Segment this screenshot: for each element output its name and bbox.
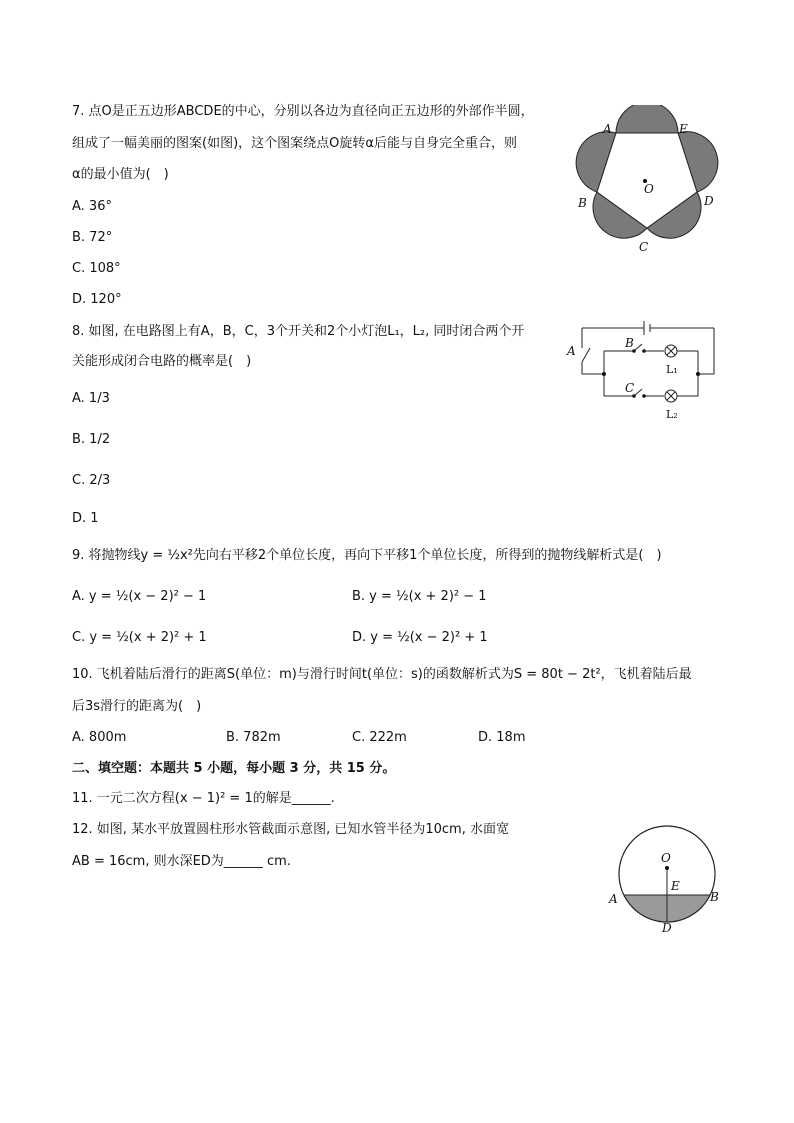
q9-line-1: 9. 将抛物线y = ½x²先向右平移2个单位长度，再向下平移1个单位长度，所得到的抛物线解析式是( ) — [72, 548, 662, 563]
q10-option-b: B. 782m — [226, 730, 281, 745]
label-point-d: D — [662, 921, 672, 934]
q11-line: 11. 一元二次方程(x − 1)² = 1的解是______. — [72, 791, 335, 806]
q10-line-1: 10. 飞机着陆后滑行的距离S(单位：m)与滑行时间t(单位：s)的函数解析式为S = 80t − 2t²，飞机着陆后最 — [72, 667, 692, 682]
label-b: B — [578, 196, 587, 210]
q7-line-2: 组成了一幅美丽的图案(如图)，这个图案绕点O旋转α后能与自身完全重合，则 — [72, 136, 517, 151]
q7-option-b: B. 72° — [72, 230, 113, 245]
label-point-a: A — [609, 892, 618, 906]
label-switch-a: A — [567, 344, 576, 358]
q7-line-1: 7. 点O是正五边形ABCDE的中心，分别以各边为直径向正五边形的外部作半圆， — [72, 104, 534, 119]
q8-option-a: A. 1/3 — [72, 391, 110, 406]
q12-line-1: 12. 如图, 某水平放置圆柱形水管截面示意图, 已知水管半径为10cm, 水面宽 — [72, 822, 509, 837]
q8-line-2: 关能形成闭合电路的概率是( ) — [72, 354, 252, 369]
label-switch-c: C — [625, 381, 635, 395]
q8-option-b: B. 1/2 — [72, 432, 111, 447]
q7-option-c: C. 108° — [72, 261, 121, 276]
label-c: C — [639, 240, 649, 254]
label-o: O — [644, 182, 654, 196]
q9-option-b: B. y = ½(x + 2)² − 1 — [352, 589, 487, 604]
q12-line-2: AB = 16cm, 则水深ED为______ cm. — [72, 854, 291, 869]
pentagon-figure — [565, 105, 735, 260]
q10-option-d: D. 18m — [478, 730, 526, 745]
q7-option-a: A. 36° — [72, 199, 112, 214]
label-a: A — [603, 122, 612, 136]
q8-option-d: D. 1 — [72, 511, 99, 526]
q9-option-c: C. y = ½(x + 2)² + 1 — [72, 630, 207, 645]
q7-option-d: D. 120° — [72, 292, 122, 307]
label-e: E — [679, 122, 688, 136]
q8-line-1: 8. 如图, 在电路图上有A，B，C，3个开关和2个小灯泡L₁，L₂, 同时闭合两个开 — [72, 324, 525, 339]
label-center-o: O — [661, 851, 671, 865]
circuit-figure — [562, 318, 732, 426]
label-d: D — [704, 194, 714, 208]
label-point-b: B — [710, 890, 719, 904]
label-point-e: E — [671, 879, 680, 893]
q10-line-2: 后3s滑行的距离为( ) — [72, 699, 202, 714]
q7-line-3: α的最小值为( ) — [72, 167, 169, 182]
q8-option-c: C. 2/3 — [72, 473, 111, 488]
pipe-cross-section-figure — [603, 822, 729, 934]
q10-option-c: C. 222m — [352, 730, 407, 745]
label-lamp-l2: L₂ — [666, 408, 678, 421]
q10-option-a: A. 800m — [72, 730, 127, 745]
q9-option-d: D. y = ½(x − 2)² + 1 — [352, 630, 488, 645]
q9-option-a: A. y = ½(x − 2)² − 1 — [72, 589, 207, 604]
label-lamp-l1: L₁ — [666, 363, 678, 376]
section-heading-fill-in: 二、填空题：本题共 5 小题，每小题 3 分，共 15 分。 — [72, 761, 396, 776]
label-switch-b: B — [625, 336, 634, 350]
